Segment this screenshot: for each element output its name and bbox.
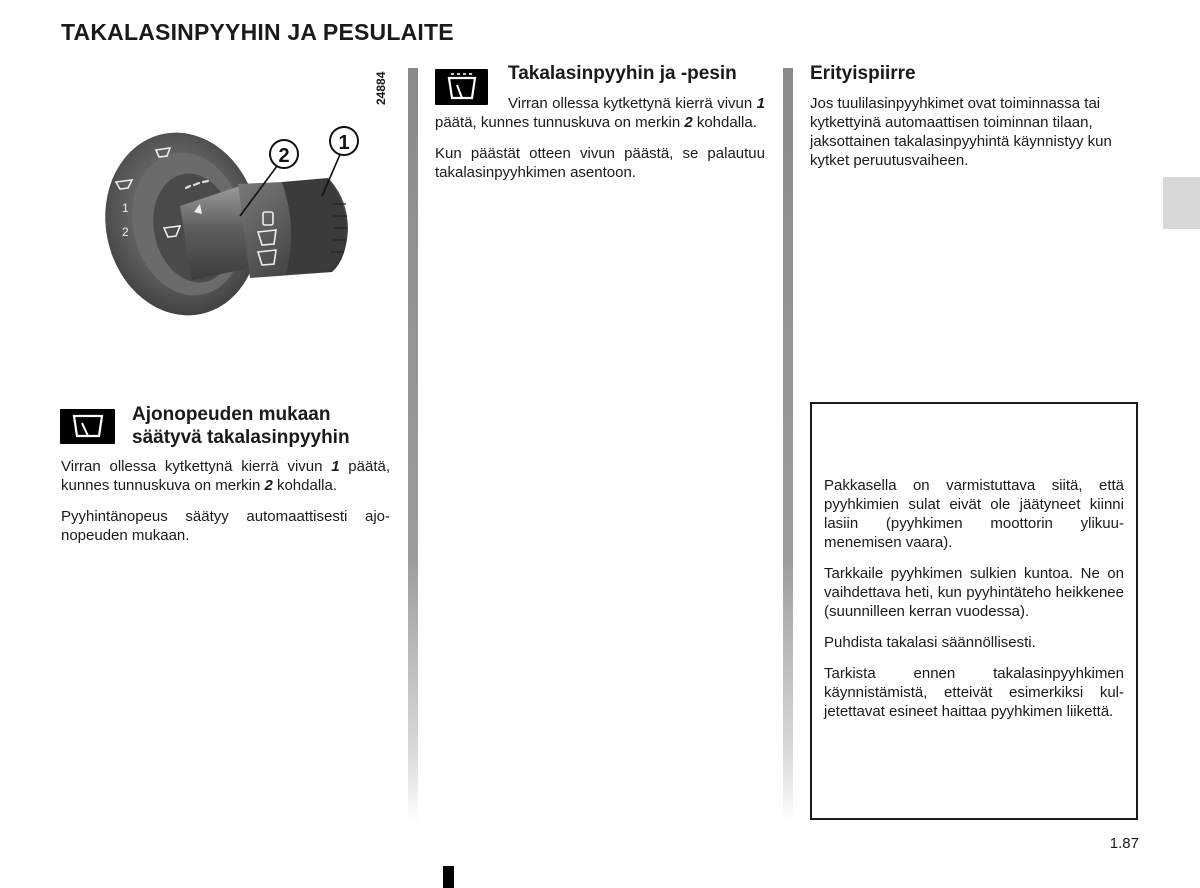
wash-wipe-paragraph-1: Virran ollessa kytkettynä kierrä vivun 1 päätä, kunnes tunnuskuva on merkin 2 kohdalla. xyxy=(435,95,765,131)
callout-1: 1 xyxy=(338,132,350,154)
wash-wipe-heading: Takalasinpyyhin ja -pesin xyxy=(508,63,737,84)
special-heading: Erityispiirre xyxy=(810,63,916,84)
column-divider xyxy=(783,68,793,823)
wiper-stalk-illustration xyxy=(100,120,360,320)
warning-box xyxy=(810,402,1138,820)
dial-mark-1: 1 xyxy=(122,201,129,215)
figure-number: 24884 xyxy=(374,71,388,105)
warning-paragraph-4: Tarkista ennen takalasinpyyhkimen käynnistämistä, etteivät esimerkiksi kuljetettavat esineet haittaa pyyhkimen liikettä. xyxy=(824,665,1124,720)
speed-wiper-heading: Ajonopeuden mukaan säätyvä takalasinpyyhin xyxy=(132,404,350,448)
special-text xyxy=(810,94,1140,182)
warning-paragraph-3: Puhdista takalasi säännöllisesti. xyxy=(824,634,1036,651)
special-paragraph-1: Jos tuulilasinpyyhkimet ovat toiminnassa tai kytkettyinä automaattisen toiminnan tilaan, jaksottainen takalasinpyyhintä käynnistyy kun kytket peruutusvaiheen. xyxy=(810,95,1112,169)
warning-paragraph-1: Pakkasella on varmistuttava siitä, että pyyhkimien sulat eivät ole jäätyneet kiinni lasiin (pyyhkimen moottorin ylikuumenemisen vaara). xyxy=(824,477,1124,551)
page-title: TAKALASINPYYHIN JA PESULAITE xyxy=(61,19,454,45)
warning-paragraph-2: Tarkkaile pyyhkimen sulkien kuntoa. Ne on vaihdettava heti, kun pyyhintäteho heikkenee (suunnilleen kerran vuodessa). xyxy=(824,565,1124,620)
wash-wipe-paragraph-2: Kun päästät otteen vivun päästä, se palautuu takalasinpyyhkimen asentoon. xyxy=(435,145,765,181)
crop-mark xyxy=(443,866,454,888)
speed-wiper-text xyxy=(61,457,390,557)
dial-mark-2: 2 xyxy=(122,225,129,239)
warning-text xyxy=(824,476,1124,733)
chapter-tab xyxy=(1163,177,1200,229)
wash-wipe-text xyxy=(435,94,765,194)
callout-2: 2 xyxy=(278,145,290,167)
rear-wiper-speed-icon xyxy=(60,409,115,444)
column-divider xyxy=(408,68,418,823)
speed-wiper-paragraph-1: Virran ollessa kytkettynä kierrä vivun 1 päätä, kunnes tunnuskuva on merkin 2 kohdalla. xyxy=(61,458,390,494)
speed-wiper-paragraph-2: Pyyhintänopeus säätyy automaattisesti ajonopeuden mukaan. xyxy=(61,508,390,544)
page-number: 1.87 xyxy=(1109,835,1139,852)
